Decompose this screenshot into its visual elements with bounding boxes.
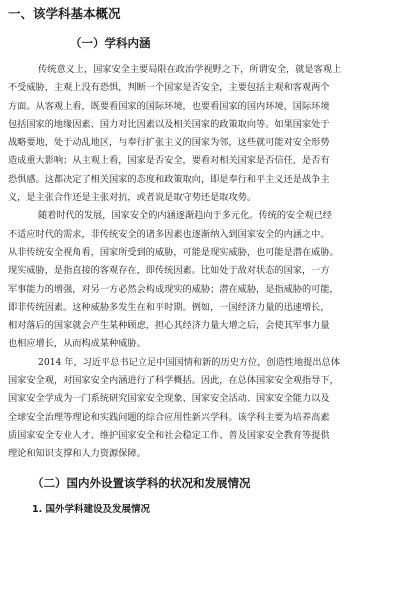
subsubsection-heading-1: 1. 国外学科建设及发展情况 — [32, 503, 151, 515]
paragraph-2 — [8, 207, 406, 353]
paragraph-2-line: 现实威胁，是指直接的客观存在，即传统因素。比如处于敌对状态的国家，一方 — [8, 265, 330, 277]
paragraph-3-line: 理论和知识支撑和人力资源保障。 — [8, 448, 146, 460]
section-heading: 一、该学科基本概况 — [8, 6, 121, 21]
subsection-heading-2: （二）国内外设置该学科的状况和发展情况 — [32, 475, 251, 490]
paragraph-1-line: 义，是主张合作还是主张对抗，或者说是取守势还是取攻势。 — [8, 192, 257, 204]
paragraph-1-line: 造成重大影响；从主观上看，国家是否安全，要看对相关国家是否信任，是否有 — [8, 155, 330, 167]
paragraph-1-line: 方面。从客观上看，既要看国家的国际环境，也要看国家的国内环境，国际环境 — [8, 100, 330, 112]
paragraph-1-line: 包括国家的地缘因素、国力对比因素以及相关国家的政策取向等。如果国家处于 — [8, 118, 330, 130]
paragraph-1-line: 恐惧感。这都决定了相关国家的态度和政策取向，即是奉行和平主义还是战争主 — [8, 173, 330, 185]
paragraph-1-line: 传统意义上，国家安全主要局限在政治学视野之下，所谓安全，就是客观上 — [38, 64, 342, 75]
paragraph-1-line: 不受威胁，主观上没有恐惧，判断一个国家是否安全，主要包括主观和客观两个 — [8, 82, 330, 94]
paragraph-2-line: 即非传统因素。这种威胁多发生在和平时期。例如，一国经济力量的迅速增长， — [8, 301, 330, 313]
paragraph-3-line: 全球安全治理等理论和实践问题的综合应用性新兴学科。该学科主要为培养高素 — [8, 411, 330, 423]
subsection-heading-1: （一）学科内涵 — [70, 36, 151, 50]
paragraph-1-line: 战略要地，处于动乱地区，与奉行扩张主义的国家为邻，这些就可能对安全形势 — [8, 137, 330, 149]
paragraph-2-line: 军事能力的增强，对另一方必然会构成现实的威胁；潜在威胁，是指威胁的可能， — [8, 283, 339, 295]
paragraph-3-line: 2014 年，习近平总书记立足中国国情和新的历史方位，创造性地提出总体 — [38, 356, 340, 368]
paragraph-2-line: 也相应增长，从而构成某种威胁。 — [8, 338, 146, 350]
paragraph-3-line: 国家安全学成为一门系统研究国家安全现象、国家安全活动、国家安全能力以及 — [8, 393, 330, 405]
paragraph-2-line: 随着时代的发展，国家安全的内涵逐渐趋向于多元化。传统的安全观已经 — [38, 210, 332, 222]
paragraph-3-line: 国家安全观，对国家安全内涵进行了科学概括。因此，在总体国家安全观指导下， — [8, 375, 339, 387]
paragraph-3-line: 质国家安全专业人才、维护国家安全和社会稳定工作、普及国家安全教育等提供 — [8, 429, 330, 441]
paragraph-2-line: 从非传统安全视角看，国家所受到的威胁，可能是现实威胁，也可能是潜在威胁。 — [8, 246, 339, 258]
paragraph-3 — [8, 354, 406, 464]
paragraph-1 — [8, 61, 406, 207]
paragraph-2-line: 相对落后的国家就会产生某种顾虑，担心其经济力量大增之后，会使其军事力量 — [8, 320, 330, 332]
paragraph-2-line: 不适应时代的需求，非传统安全的诸多因素也逐渐纳入到国家安全的内涵之中。 — [8, 228, 330, 240]
